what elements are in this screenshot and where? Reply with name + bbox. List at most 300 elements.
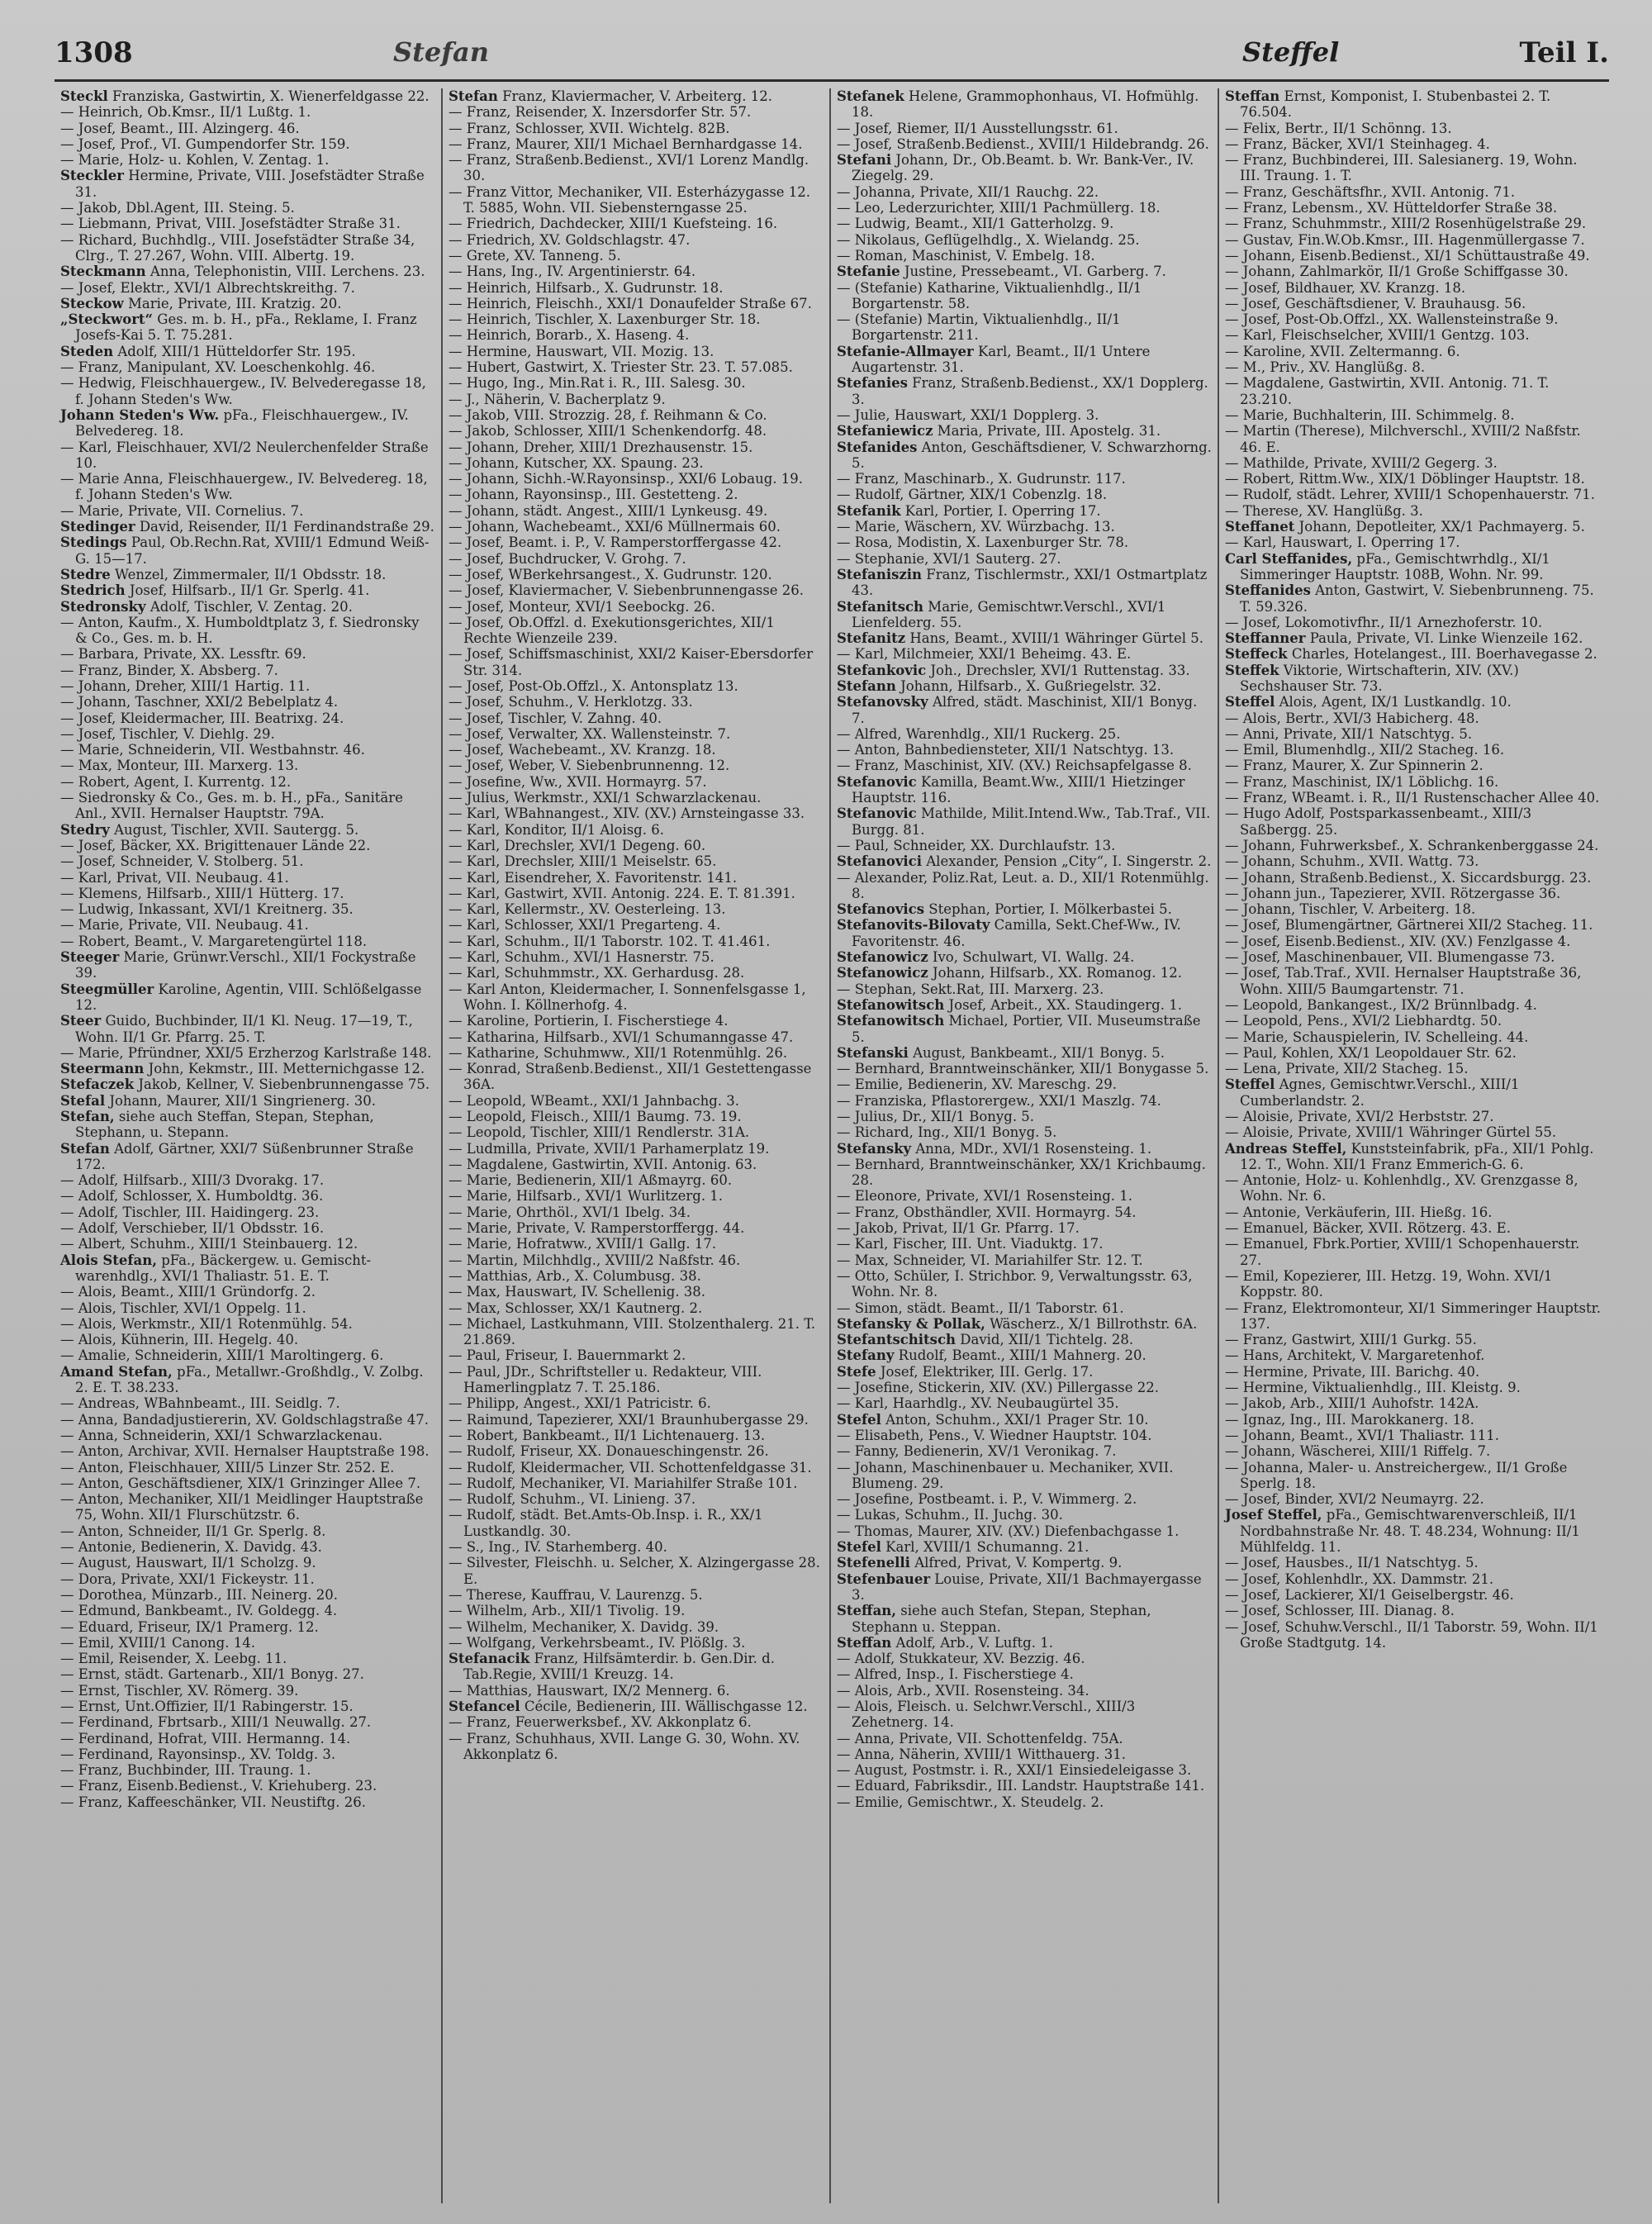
column-4 — [1219, 88, 1607, 2203]
entry-surname: Stefel — [837, 1411, 881, 1428]
directory-entry — [1225, 1619, 1602, 1651]
directory-entry — [1225, 136, 1602, 152]
entry-details: — Josef, Lackierer, XI/1 Geiselbergstr. 46. — [1225, 1586, 1514, 1603]
entry-details: — Franz, Maschinist, XIV. (XV.) Reichsapfelgasse 8. — [837, 758, 1192, 774]
directory-entry — [1225, 327, 1602, 343]
directory-entry — [1225, 965, 1602, 997]
directory-entry — [60, 1587, 435, 1603]
entry-details: — Wilhelm, Mechaniker, X. Davidg. 39. — [449, 1618, 719, 1635]
directory-entry — [60, 1635, 435, 1651]
entry-details: — Emanuel, Bäcker, XVII. Rötzerg. 43. E. — [1225, 1220, 1511, 1237]
directory-entry — [1225, 1141, 1602, 1173]
entry-details: — Elisabeth, Pens., V. Wiedner Hauptstr. 104. — [837, 1427, 1152, 1443]
directory-entry — [1225, 296, 1602, 311]
directory-entry — [60, 1061, 435, 1076]
directory-entry — [449, 551, 824, 567]
entry-details: — Raimund, Tapezierer, XXI/1 Braunhubergasse 29. — [449, 1411, 809, 1428]
entry-details: — Grete, XV. Tanneng. 5. — [449, 247, 621, 264]
entry-details: Adolf, Tischler, V. Zentag. 20. — [150, 598, 353, 615]
entry-details: Franz, Tischlermstr., XXI/1 Ostmartplatz 43. — [852, 566, 1208, 599]
directory-entry — [837, 121, 1212, 136]
entry-details: — Josef, Riemer, II/1 Ausstellungsstr. 61. — [837, 120, 1118, 136]
directory-entry — [1225, 1555, 1602, 1571]
entry-surname: Steegmüller — [60, 981, 154, 997]
entry-details: — Therese, Kauffrau, V. Laurenzg. 5. — [449, 1586, 703, 1603]
entry-details: — Franz, Obsthändler, XVII. Hormayrg. 54. — [837, 1204, 1137, 1220]
directory-entry — [60, 1714, 435, 1730]
entry-details: — Karl, Drechsler, XVI/1 Degeng. 60. — [449, 837, 706, 853]
entry-details: — Katharine, Schuhmww., XII/1 Rotenmühlg. 26. — [449, 1044, 788, 1061]
directory-entry — [1225, 949, 1602, 965]
directory-entry — [449, 599, 824, 615]
directory-entry — [837, 1093, 1212, 1109]
directory-entry — [837, 1699, 1212, 1731]
entry-details: Ernst, Komponist, I. Stubenbastei 2. T. 76.504. — [1240, 88, 1551, 121]
directory-entry — [60, 200, 435, 216]
directory-entry — [837, 1124, 1212, 1140]
directory-entry — [449, 694, 824, 710]
entry-details: — Leopold, Tischler, XIII/1 Rendlerstr. 31A. — [449, 1124, 750, 1141]
entry-surname: Stefanie-Allmayer — [837, 343, 974, 359]
directory-entry — [60, 1683, 435, 1699]
directory-entry — [837, 1491, 1212, 1507]
directory-entry — [60, 152, 435, 168]
directory-entry — [1225, 630, 1602, 646]
directory-entry — [1225, 280, 1602, 296]
directory-entry — [1225, 471, 1602, 487]
entry-surname: Stefanacik — [449, 1651, 530, 1667]
directory-entry — [449, 455, 824, 471]
directory-entry — [449, 965, 824, 981]
entry-surname: Stefany — [837, 1347, 895, 1364]
entry-details: — Marie, Buchhalterin, III. Schimmelg. 8. — [1225, 406, 1515, 423]
entry-surname: Stefanek — [837, 88, 904, 104]
entry-surname: Steckow — [60, 295, 124, 311]
entry-details: — Lukas, Schuhm., II. Juchg. 30. — [837, 1507, 1063, 1523]
directory-entry — [837, 1412, 1212, 1428]
entry-details: David, XII/1 Tichtelg. 28. — [960, 1332, 1134, 1348]
entry-details: — Leopold, Pens., XVI/2 Liebhardtg. 50. — [1225, 1013, 1502, 1029]
entry-surname: Steden — [60, 343, 114, 359]
entry-details: Agnes, Gemischtwr.Verschl., XIII/1 Cumberlandstr. 2. — [1240, 1076, 1520, 1109]
entry-surname: Stefankovic — [837, 662, 927, 678]
entry-details: — Rudolf, Friseur, XX. Donaueschingenstr. 26. — [449, 1443, 769, 1460]
entry-details: — Karl, Eisendreher, X. Favoritenstr. 141. — [449, 869, 738, 886]
entry-surname: Stefansky — [837, 1140, 912, 1157]
directory-entry — [837, 1157, 1212, 1189]
entry-details: Ges. m. b. H., pFa., Reklame, I. Franz Josefs-Kai 5. T. 75.281. — [75, 311, 417, 344]
entry-details: — Karl, Milchmeier, XXI/1 Beheimg. 43. E. — [837, 646, 1132, 663]
entry-surname: Stefanovits-Bilovaty — [837, 917, 990, 934]
directory-entry — [449, 870, 824, 886]
directory-entry — [837, 1045, 1212, 1061]
entry-details: — Josef, Klaviermacher, V. Siebenbrunnengasse 26. — [449, 582, 805, 599]
entry-details: — Ernst, städt. Gartenarb., XII/1 Bonyg. 27. — [60, 1666, 364, 1683]
entry-surname: Stefanides — [837, 439, 918, 455]
entry-details: — Josef, Tab.Traf., XVII. Hernalser Hauptstraße 36, Wohn. XIII/5 Baumgartenstr. 71. — [1225, 965, 1582, 997]
directory-entry — [449, 503, 824, 519]
entry-details: — Magdalene, Gastwirtin, XVII. Antonig. 63. — [449, 1156, 757, 1172]
directory-entry — [60, 1794, 435, 1810]
entry-surname: Stefel — [837, 1539, 881, 1556]
entry-details: — Josef, Blumengärtner, Gärtnerei XII/2 Stacheg. 11. — [1225, 917, 1593, 934]
directory-entry — [449, 535, 824, 550]
directory-entry — [1225, 726, 1602, 742]
entry-details: — Friedrich, XV. Goldschlagstr. 47. — [449, 231, 691, 248]
directory-entry — [449, 1124, 824, 1140]
directory-entry — [1225, 1507, 1602, 1555]
entry-details: — Karl, Hauswart, I. Operring 17. — [1225, 535, 1460, 551]
directory-entry — [1225, 886, 1602, 901]
entry-details: — Ferdinand, Rayonsinsp., XV. Toldg. 3. — [60, 1746, 336, 1762]
directory-entry — [837, 1332, 1212, 1347]
entry-details: — Amalie, Schneiderin, XIII/1 Maroltingerg. 6. — [60, 1347, 384, 1364]
entry-details: — Johann, Kutscher, XX. Spaung. 23. — [449, 454, 704, 471]
directory-entry — [837, 1762, 1212, 1778]
entry-details: — Felix, Bertr., II/1 Schönng. 13. — [1225, 120, 1452, 136]
entry-surname: Stefan — [60, 1140, 110, 1157]
entry-details: John, Kekmstr., III. Metternichgasse 12. — [148, 1061, 425, 1077]
entry-details: — Alexander, Poliz.Rat, Leut. a. D., XII/1 Rotenmühlg. 8. — [837, 869, 1209, 901]
directory-entry — [837, 758, 1212, 773]
directory-entry — [837, 152, 1212, 184]
entry-details: — Josef, Bildhauer, XV. Kranzg. 18. — [1225, 279, 1466, 296]
entry-details: — Josef, Schneider, V. Stolberg. 51. — [60, 853, 304, 870]
entry-details: — Edmund, Bankbeamt., IV. Goldegg. 4. — [60, 1603, 338, 1619]
entry-details: — Anna, Schneiderin, XXI/1 Schwarzlackenau. — [60, 1427, 383, 1443]
entry-details: — Franz, Schlosser, XVII. Wichtelg. 82B. — [449, 120, 730, 136]
entry-details: — Anton, Bahnbediensteter, XII/1 Natschtyg. 13. — [837, 742, 1175, 758]
entry-details: — Dora, Private, XXI/1 Fickeystr. 11. — [60, 1571, 315, 1587]
entry-details: — Josef, Hausbes., II/1 Natschtyg. 5. — [1225, 1555, 1479, 1571]
directory-entry — [60, 232, 435, 264]
entry-details: Johann, Maurer, XII/1 Singrienerg. 30. — [109, 1092, 377, 1109]
directory-entry — [449, 184, 824, 216]
directory-entry — [60, 1364, 435, 1396]
entry-details: Johann, Hilfsarb., X. Gußriegelstr. 32. — [900, 677, 1161, 694]
entry-details: — Hubert, Gastwirt, X. Triester Str. 23. T. 57.085. — [449, 359, 793, 376]
entry-surname: Stedronsky — [60, 598, 146, 615]
entry-details: — J., Näherin, V. Bacherplatz 9. — [449, 391, 666, 407]
directory-entry — [1225, 359, 1602, 375]
entry-surname: Stefenbauer — [837, 1571, 931, 1587]
directory-entry — [449, 359, 824, 375]
entry-details: — Rudolf, Gärtner, XIX/1 Cobenzlg. 18. — [837, 487, 1108, 503]
entry-details: siehe auch Stefan, Stepan, Stephan, Stephann u. Steppan. — [852, 1603, 1151, 1635]
directory-entry — [60, 1555, 435, 1571]
entry-details: — Eduard, Fabriksdir., III. Landstr. Hauptstraße 141. — [837, 1778, 1205, 1794]
entry-surname: Stefanowicz — [837, 949, 928, 966]
directory-entry — [837, 1076, 1212, 1092]
directory-entry — [60, 344, 435, 359]
entry-details: — Antonie, Holz- u. Kohlenhdlg., XV. Grenzgasse 8, Wohn. Nr. 6. — [1225, 1172, 1578, 1205]
directory-entry — [1225, 805, 1602, 838]
entry-details: Hermine, Private, VIII. Josefstädter Straße 31. — [75, 168, 425, 200]
directory-entry — [449, 280, 824, 296]
directory-entry — [449, 805, 824, 821]
directory-entry — [1225, 121, 1602, 136]
entry-details: Wäscherz., X/1 Billrothstr. 6A. — [990, 1315, 1198, 1332]
entry-details: — Ignaz, Ing., III. Marokkanerg. 18. — [1225, 1411, 1474, 1428]
directory-entry — [837, 838, 1212, 853]
directory-entry — [1225, 184, 1602, 200]
directory-entry — [60, 615, 435, 647]
entry-details: — Marie, Hilfsarb., XVI/1 Wurlitzerg. 1. — [449, 1188, 724, 1205]
entry-surname: Stefanowitsch — [837, 1013, 945, 1029]
entry-details: — Adolf, Stukkateur, XV. Bezzig. 46. — [837, 1651, 1085, 1667]
directory-entry — [449, 1220, 824, 1236]
directory-entry — [449, 934, 824, 949]
entry-details: Viktorie, Wirtschafterin, XIV. (XV.) Sechshauser Str. 73. — [1240, 662, 1519, 694]
entry-surname: Josef Steffel, — [1225, 1507, 1322, 1523]
directory-entry — [837, 200, 1212, 216]
directory-entry — [837, 487, 1212, 502]
directory-entry — [837, 1683, 1212, 1699]
directory-entry — [1225, 582, 1602, 615]
directory-entry — [60, 1731, 435, 1746]
entry-details: Michael, Portier, VII. Museumstraße 5. — [852, 1013, 1201, 1045]
directory-entry — [837, 344, 1212, 376]
entry-details: — Josefine, Ww., XVII. Hormayrg. 57. — [449, 773, 707, 790]
entry-details: — Jakob, Arb., XIII/1 Auhofstr. 142A. — [1225, 1395, 1479, 1412]
entry-details: — Liebmann, Privat, VIII. Josefstädter Straße 31. — [60, 216, 401, 232]
directory-entry — [449, 311, 824, 327]
directory-entry — [60, 1523, 435, 1539]
entry-details: — Simon, städt. Beamt., II/1 Taborstr. 61. — [837, 1300, 1124, 1316]
directory-entry — [60, 1109, 435, 1141]
entry-details: — Emanuel, Fbrk.Portier, XVIII/1 Schopenhauerstr. 27. — [1225, 1236, 1580, 1268]
entry-details: — Johann, Taschner, XXI/2 Bebelplatz 4. — [60, 694, 339, 710]
entry-details: Karl, Portier, I. Operring 17. — [904, 502, 1101, 519]
directory-entry — [837, 1428, 1212, 1443]
entry-details: — Adolf, Hilfsarb., XIII/3 Dvorakg. 17. — [60, 1172, 325, 1189]
directory-columns — [55, 88, 1609, 2203]
directory-entry — [837, 1316, 1212, 1332]
directory-entry — [60, 280, 435, 296]
entry-details: — Antonie, Bedienerin, X. Davidg. 43. — [60, 1539, 322, 1556]
entry-surname: Stedry — [60, 821, 110, 838]
column-3 — [831, 88, 1219, 2203]
directory-entry — [449, 1252, 824, 1268]
entry-details: — Hermine, Viktualienhdlg., III. Kleistg. 9. — [1225, 1380, 1521, 1396]
directory-entry — [60, 901, 435, 917]
directory-entry — [1225, 1172, 1602, 1205]
directory-entry — [449, 1412, 824, 1428]
entry-details: — Franz, Lebensm., XV. Hütteldorfer Straße 38. — [1225, 200, 1558, 216]
entry-details: — Michael, Lastkuhmann, VIII. Stolzenthalerg. 21. T. 21.869. — [449, 1315, 816, 1348]
entry-details: — Jakob, Schlosser, XIII/1 Schenkendorfg. 48. — [449, 423, 767, 440]
entry-details: — Konrad, Straßenb.Bedienst., XII/1 Gestettengasse 36A. — [449, 1061, 812, 1093]
directory-entry — [449, 121, 824, 136]
entry-details: — Rudolf, städt. Bet.Amts-Ob.Insp. i. R., XX/1 Lustkandlg. 30. — [449, 1507, 763, 1539]
entry-details: — Leopold, Bankangest., IX/2 Brünnlbadg. 4. — [1225, 996, 1537, 1013]
entry-details: — Leo, Lederzurichter, XIII/1 Pachmüllerg. 18. — [837, 200, 1161, 216]
directory-entry — [449, 1683, 824, 1699]
directory-entry — [60, 1571, 435, 1587]
entry-details: Ivo, Schulwart, VI. Wallg. 24. — [932, 949, 1135, 966]
directory-entry — [837, 471, 1212, 487]
directory-entry — [60, 296, 435, 311]
directory-entry — [449, 1347, 824, 1363]
entry-details: — Emilie, Gemischtwr., X. Steudelg. 2. — [837, 1794, 1104, 1810]
entry-surname: Stefanovic — [837, 805, 917, 822]
directory-entry — [60, 311, 435, 344]
entry-surname: Carl Steffanides, — [1225, 550, 1353, 567]
directory-entry — [449, 678, 824, 694]
entry-details: — Rudolf, Schuhm., VI. Linieng. 37. — [449, 1491, 696, 1508]
entry-details: Jakob, Kellner, V. Siebenbrunnengasse 75. — [138, 1076, 430, 1093]
directory-entry — [60, 1188, 435, 1204]
directory-entry — [1225, 1395, 1602, 1411]
directory-entry — [837, 1443, 1212, 1459]
entry-details: — Johann, Eisenb.Bedienst., XI/1 Schüttaustraße 49. — [1225, 247, 1590, 264]
entry-details: — Josef, Buchdrucker, V. Grohg. 7. — [449, 550, 686, 567]
entry-details: Josef, Hilfsarb., II/1 Gr. Sperlg. 41. — [129, 582, 370, 599]
entry-details: — Franz, Feuerwerksbef., XV. Akkonplatz 6. — [449, 1714, 752, 1731]
directory-entry — [449, 1635, 824, 1651]
directory-entry — [837, 981, 1212, 997]
entry-details: — Karl, Gastwirt, XVII. Antonig. 224. E. T. 81.391. — [449, 885, 795, 901]
directory-entry — [60, 503, 435, 519]
entry-details: — Josef, Elektr., XVI/1 Albrechtskreithg. 7. — [60, 279, 355, 296]
entry-details: — Johann, Fuhrwerksbef., X. Schrankenberggasse 24. — [1225, 837, 1599, 853]
entry-details: — Alfred, Warenhdlg., XII/1 Ruckerg. 25. — [837, 725, 1121, 742]
entry-details: — Rudolf, Kleidermacher, VII. Schottenfeldgasse 31. — [449, 1459, 812, 1476]
entry-details: — Josef, Kleidermacher, III. Beatrixg. 24. — [60, 710, 344, 726]
entry-details: — Karl, Schuhm., II/1 Taborstr. 102. T. 41.461. — [449, 933, 771, 949]
directory-entry — [837, 1794, 1212, 1810]
directory-entry — [837, 1013, 1212, 1045]
entry-surname: Stefanovics — [837, 901, 925, 918]
directory-entry — [60, 1141, 435, 1173]
directory-entry — [449, 1491, 824, 1507]
entry-details: Adolf, XIII/1 Hütteldorfer Str. 195. — [117, 343, 356, 359]
entry-details: — Siedronsky & Co., Ges. m. b. H., pFa., Sanitäre Anl., XVII. Hernalser Hauptstr. 79A. — [60, 790, 403, 822]
entry-details: Franz, Straßenb.Bedienst., XX/1 Dopplerg. 3. — [852, 375, 1208, 407]
entry-details: pFa., Gemischtwrhdlg., XI/1 Simmeringer Hauptstr. 108B, Wohn. Nr. 99. — [1240, 550, 1550, 582]
directory-entry — [837, 1141, 1212, 1157]
directory-entry — [1225, 1268, 1602, 1300]
directory-entry — [60, 440, 435, 472]
directory-entry — [837, 997, 1212, 1013]
directory-entry — [1225, 901, 1602, 917]
entry-surname: Stefanovic — [837, 773, 917, 790]
directory-entry — [60, 774, 435, 790]
entry-details: — Alfred, Insp., I. Fischerstiege 4. — [837, 1666, 1074, 1683]
entry-details: Helene, Grammophonhaus, VI. Hofmühlg. 18. — [852, 88, 1199, 121]
entry-details: — Richard, Ing., XII/1 Bonyg. 5. — [837, 1124, 1057, 1141]
entry-details: — Lena, Private, XII/2 Stacheg. 15. — [1225, 1061, 1469, 1077]
entry-details: — Anna, Private, VII. Schottenfeldg. 75A. — [837, 1730, 1123, 1746]
directory-entry — [837, 423, 1212, 439]
directory-entry — [449, 615, 824, 647]
directory-entry — [1225, 1347, 1602, 1363]
entry-surname: Steffanner — [1225, 630, 1306, 647]
directory-entry — [449, 901, 824, 917]
entry-details: — Johann, Rayonsinsp., III. Gestetteng. 2. — [449, 487, 738, 503]
entry-details: — Alois, Tischler, XVI/1 Oppelg. 11. — [60, 1300, 306, 1316]
directory-entry — [837, 407, 1212, 423]
entry-details: — Josef, Lokomotivfhr., II/1 Arnezhoferstr. 10. — [1225, 614, 1543, 630]
entry-details: — Johann, Straßenb.Bedienst., X. Siccardsburgg. 23. — [1225, 869, 1592, 886]
entry-surname: Steffan, — [837, 1603, 897, 1619]
directory-entry — [60, 646, 435, 662]
entry-details: Camilla, Sekt.Chef-Ww., IV. Favoritenstr. 46. — [852, 917, 1181, 949]
directory-entry — [1225, 615, 1602, 630]
entry-surname: Stefaczek — [60, 1076, 135, 1093]
directory-entry — [837, 1109, 1212, 1124]
entry-details: — Magdalene, Gastwirtin, XVII. Antonig. 71. T. 23.210. — [1225, 375, 1550, 407]
directory-entry — [60, 1666, 435, 1682]
directory-entry — [1225, 423, 1602, 455]
entry-details: — Josef, Monteur, XVI/1 Seebockg. 26. — [449, 598, 715, 615]
entry-details: — (Stefanie) Martin, Viktualienhdlg., II/1 Borgartenstr. 211. — [837, 311, 1121, 344]
entry-details: — Fanny, Bedienerin, XV/1 Veronikag. 7. — [837, 1443, 1117, 1460]
directory-entry — [60, 88, 435, 104]
directory-entry — [449, 1045, 824, 1061]
entry-surname: Stedrich — [60, 582, 126, 599]
entry-details: — Robert, Beamt., V. Margaretengürtel 118. — [60, 933, 368, 949]
directory-entry — [60, 1332, 435, 1347]
entry-details: Johann, Dr., Ob.Beamt. b. Wr. Bank-Ver., IV. Ziegelg. 29. — [852, 152, 1194, 184]
entry-details: — Hans, Ing., IV. Argentinierstr. 64. — [449, 264, 696, 280]
entry-details: — Dorothea, Münzarb., III. Neinerg. 20. — [60, 1586, 339, 1603]
directory-entry — [1225, 710, 1602, 726]
entry-surname: Stefe — [837, 1363, 876, 1380]
directory-entry — [1225, 1029, 1602, 1045]
directory-entry — [1225, 232, 1602, 248]
directory-entry — [1225, 1332, 1602, 1347]
directory-entry — [1225, 1124, 1602, 1140]
directory-entry — [1225, 1013, 1602, 1029]
entry-details: Marie, Gemischtwr.Verschl., XVI/1 Lienfelderg. 55. — [852, 598, 1166, 630]
entry-details: — Jakob, VIII. Strozzig. 28, f. Reihmann & Co. — [449, 406, 767, 423]
directory-entry — [60, 1205, 435, 1220]
entry-details: — Ernst, Tischler, XV. Römerg. 39. — [60, 1682, 299, 1699]
entry-surname: Stefanovsky — [837, 694, 928, 710]
directory-entry — [449, 822, 824, 838]
directory-entry — [60, 822, 435, 838]
directory-entry — [449, 392, 824, 407]
entry-details: — S., Ing., IV. Starhemberg. 40. — [449, 1539, 667, 1556]
directory-entry — [1225, 200, 1602, 216]
directory-entry — [60, 519, 435, 535]
entry-details: — Anni, Private, XII/1 Natschtyg. 5. — [1225, 725, 1473, 742]
entry-surname: Stefanovici — [837, 853, 922, 870]
entry-details: — Otto, Schüler, I. Strichbor. 9, Verwaltungsstr. 63, Wohn. Nr. 8. — [837, 1267, 1193, 1300]
entry-details: — Philipp, Angest., XXI/1 Patricistr. 6. — [449, 1395, 711, 1412]
directory-entry — [449, 1476, 824, 1491]
directory-entry — [837, 248, 1212, 264]
entry-details: — Heinrich, Ob.Kmsr., II/1 Lußtg. 1. — [60, 104, 311, 121]
entry-surname: Steffel — [1225, 694, 1275, 710]
entry-surname: Steffan — [1225, 88, 1280, 104]
entry-details: — Rudolf, städt. Lehrer, XVIII/1 Schopenhauerstr. 71. — [1225, 487, 1595, 503]
entry-details: — Matthias, Hauswart, IX/2 Mennerg. 6. — [449, 1682, 730, 1699]
directory-entry — [1225, 503, 1602, 519]
entry-details: — Martin, Milchhdlg., XVIII/2 Naßfstr. 46. — [449, 1252, 741, 1268]
entry-surname: Stefenelli — [837, 1555, 910, 1571]
entry-surname: Stefanik — [837, 502, 901, 519]
directory-entry — [449, 1460, 824, 1476]
directory-entry — [837, 1188, 1212, 1204]
entry-details: — Johann, Beamt., XVI/1 Thaliastr. 111. — [1225, 1427, 1499, 1443]
entry-details: — Alois, Fleisch. u. Selchwr.Verschl., XIII/3 Zehetnerg. 14. — [837, 1698, 1136, 1731]
entry-details: Anton, Gastwirt, V. Siebenbrunneng. 75. T. 59.326. — [1240, 582, 1594, 615]
directory-entry — [837, 901, 1212, 917]
entry-details: — Franz, Manipulant, XV. Loeschenkohlg. 46. — [60, 359, 376, 376]
directory-entry — [449, 1300, 824, 1316]
